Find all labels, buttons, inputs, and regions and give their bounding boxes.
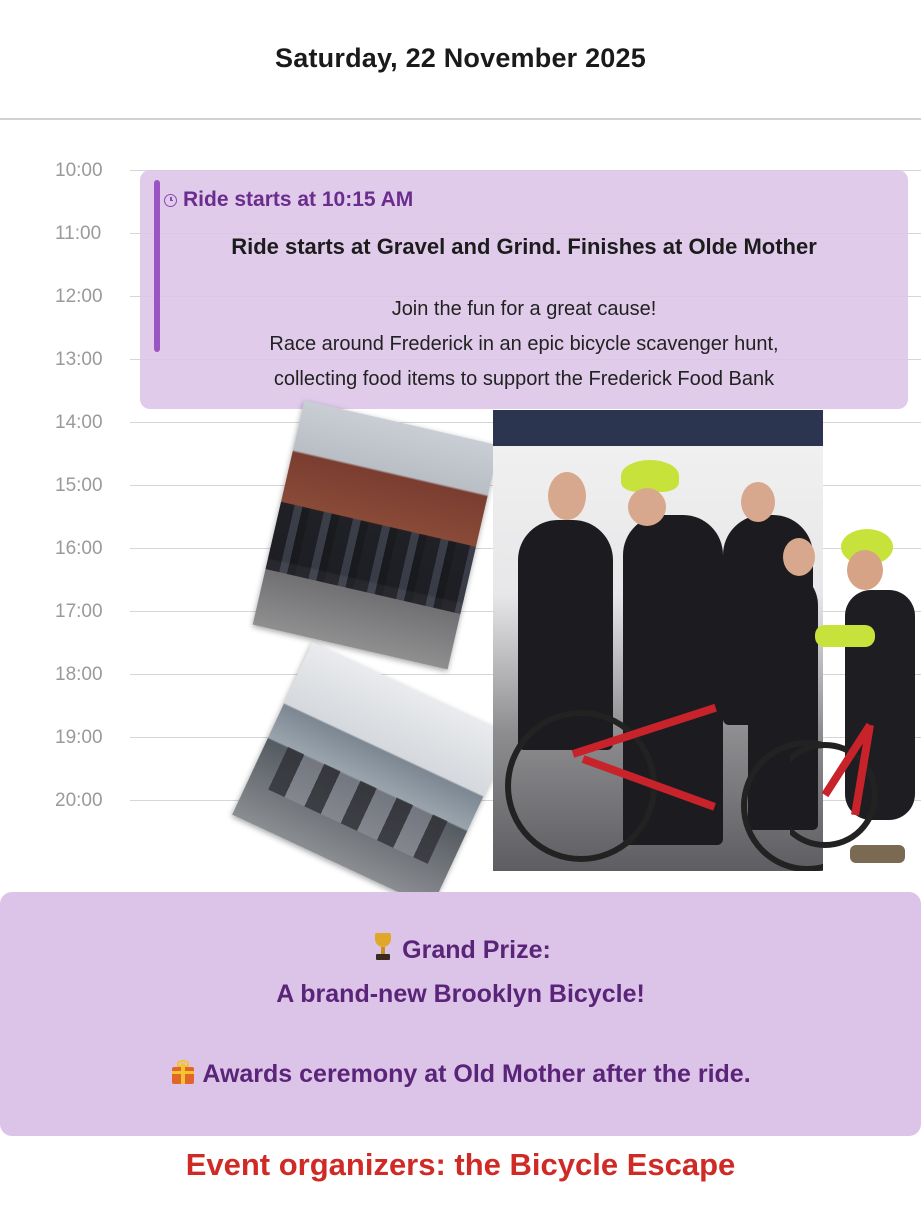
hour-label: 20:00	[55, 790, 103, 811]
event-time	[164, 188, 413, 212]
day-header	[0, 0, 921, 120]
event-card[interactable]	[140, 170, 908, 409]
description-line: collecting food items to support the Frederick Food Bank	[273, 368, 775, 390]
crowd-shape	[266, 501, 476, 613]
hour-label: 15:00	[55, 475, 103, 496]
prize-item: A brand-new Brooklyn Bicycle!	[276, 980, 645, 1008]
helmet-shape	[621, 460, 679, 492]
gift-icon	[170, 1059, 196, 1085]
event-route: Ride starts at Gravel and Grind. Finishes at Olde Mother	[231, 234, 817, 259]
hour-label: 19:00	[55, 727, 103, 748]
prize-heading-line	[0, 932, 921, 965]
event-description	[140, 292, 908, 397]
prize-card	[0, 892, 921, 1136]
description-line: Race around Frederick in an epic bicycle scavenger hunt,	[269, 333, 779, 355]
head-shape	[741, 482, 775, 522]
cyclists-with-bikes-photo-icon	[493, 410, 823, 871]
hour-label: 11:00	[55, 223, 102, 244]
hour-label: 12:00	[55, 286, 103, 307]
description-line: Join the fun for a great cause!	[391, 298, 657, 320]
date-title: Saturday, 22 November 2025	[275, 43, 646, 73]
hour-label: 18:00	[55, 664, 103, 685]
event-time-label: Ride starts at 10:15 AM	[183, 188, 414, 211]
hour-label: 14:00	[55, 412, 103, 433]
prize-heading: Grand Prize:	[402, 936, 551, 964]
awards-text: Awards ceremony at Old Mother after the ride.	[202, 1060, 751, 1088]
hour-label: 17:00	[55, 601, 103, 622]
awning-shape	[493, 410, 823, 446]
head-shape	[548, 472, 586, 520]
hour-label: 16:00	[55, 538, 103, 559]
hour-label: 13:00	[55, 349, 103, 370]
head-shape	[628, 488, 666, 526]
clock-icon	[164, 194, 177, 207]
cyclist-cutout-icon	[790, 525, 921, 885]
awards-line	[0, 1059, 921, 1089]
motion-blur-shape	[268, 746, 448, 863]
group-photo-icon	[253, 400, 500, 669]
organizers-text: Event organizers: the Bicycle Escape	[185, 1147, 736, 1182]
hour-label: 10:00	[55, 160, 103, 181]
trophy-icon	[370, 932, 396, 962]
